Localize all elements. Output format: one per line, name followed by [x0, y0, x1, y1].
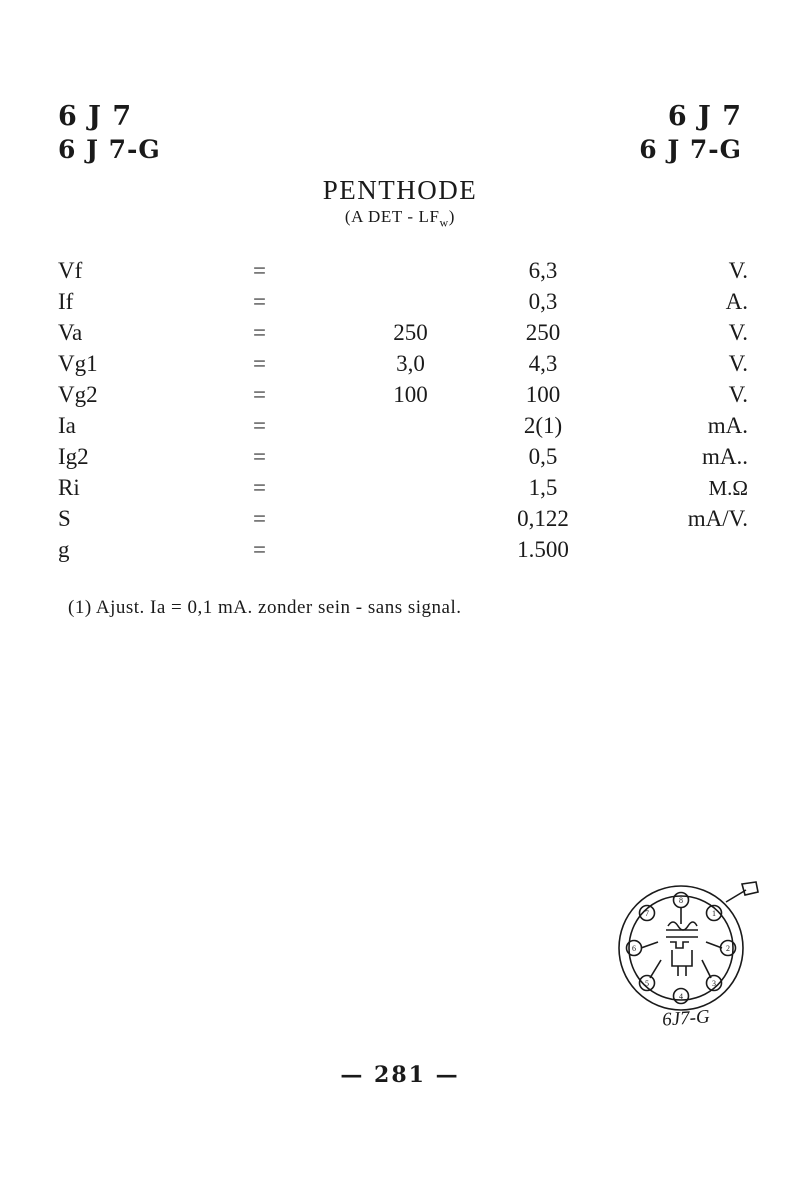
title-block	[0, 175, 800, 230]
param-unit: V.	[728, 258, 748, 283]
param-symbol: S	[58, 506, 71, 531]
header-left-type-main: 6 J 7	[58, 101, 133, 132]
svg-text:1: 1	[712, 909, 716, 918]
table-row	[58, 475, 748, 506]
param-value-2: 0,5	[528, 444, 558, 469]
table-row	[58, 320, 748, 351]
param-equals: =	[253, 475, 266, 500]
param-value-1	[348, 506, 473, 537]
param-value-1: 100	[393, 382, 428, 407]
header-right	[639, 100, 742, 166]
subtitle-subscript: w	[439, 215, 449, 230]
param-equals: =	[253, 444, 266, 469]
param-value-2: 0,3	[528, 289, 558, 314]
param-unit: M.Ω	[708, 476, 748, 500]
param-value-1	[348, 537, 473, 568]
param-unit: A.	[725, 289, 748, 314]
svg-text:2: 2	[726, 944, 730, 953]
param-value-2: 2(1)	[523, 413, 563, 438]
svg-text:8: 8	[679, 896, 683, 905]
param-value-1: 3,0	[396, 351, 425, 376]
param-symbol: If	[58, 289, 74, 314]
param-symbol: Ri	[58, 475, 80, 500]
subtitle-prefix: (A DET - LF	[344, 207, 440, 226]
table-row	[58, 444, 748, 475]
header-left	[58, 100, 161, 166]
param-equals: =	[253, 506, 266, 531]
svg-text:4: 4	[679, 992, 683, 1001]
param-value-1	[348, 258, 473, 289]
param-value-2: 0,122	[517, 506, 569, 531]
param-equals: =	[253, 351, 266, 376]
param-unit: V.	[728, 320, 748, 345]
socket-diagram	[606, 880, 766, 1050]
param-unit: mA..	[702, 444, 748, 469]
socket-diagram-label: 6J7-G	[661, 1006, 711, 1031]
table-row	[58, 289, 748, 320]
param-value-1	[348, 475, 473, 506]
header-left-type-variant: 6 J 7-G	[58, 135, 161, 164]
param-symbol: Ig2	[58, 444, 89, 469]
header-right-type-main: 6 J 7	[667, 101, 742, 132]
param-symbol: Va	[58, 320, 83, 345]
param-value-2: 250	[525, 320, 561, 345]
param-value-2: 1,5	[528, 475, 558, 500]
param-value-2: 6,3	[528, 258, 558, 283]
page-title: PENTHODE	[322, 175, 478, 205]
subtitle-suffix: )	[448, 207, 456, 226]
svg-text:5: 5	[645, 979, 649, 988]
param-equals: =	[253, 289, 266, 314]
page-subtitle	[0, 207, 800, 230]
page-number: — 281 —	[340, 1062, 460, 1088]
param-symbol: g	[58, 537, 70, 562]
param-unit: V.	[728, 351, 748, 376]
characteristics-table	[58, 258, 748, 568]
table-row	[58, 413, 748, 444]
param-symbol: Ia	[58, 413, 76, 438]
param-equals: =	[253, 258, 266, 283]
param-equals: =	[253, 537, 266, 562]
table-row	[58, 351, 748, 382]
svg-text:3: 3	[712, 979, 716, 988]
header-right-type-variant: 6 J 7-G	[639, 135, 742, 164]
param-value-2: 4,3	[528, 351, 558, 376]
param-unit: mA/V.	[687, 506, 748, 531]
param-value-1	[348, 413, 473, 444]
table-row	[58, 537, 748, 568]
param-equals: =	[253, 382, 266, 407]
table-row	[58, 506, 748, 537]
param-value-1	[348, 289, 473, 320]
param-unit: mA.	[707, 413, 748, 438]
svg-text:7: 7	[645, 909, 649, 918]
param-equals: =	[253, 320, 266, 345]
param-value-1: 250	[393, 320, 428, 345]
param-symbol: Vf	[58, 258, 83, 283]
footnote: (1) Ajust. Ia = 0,1 mA. zonder sein - sans signal.	[68, 597, 462, 618]
param-value-2: 100	[525, 382, 561, 407]
param-symbol: Vg1	[58, 351, 98, 376]
param-value-2: 1.500	[517, 537, 569, 562]
table-row	[58, 258, 748, 289]
param-value-1	[348, 444, 473, 475]
param-unit: V.	[728, 382, 748, 407]
param-equals: =	[253, 413, 266, 438]
characteristics-table-body	[58, 258, 748, 568]
socket-diagram-drawing	[606, 880, 766, 1015]
param-unit	[613, 537, 748, 568]
param-symbol: Vg2	[58, 382, 98, 407]
svg-text:6: 6	[632, 944, 636, 953]
table-row	[58, 382, 748, 413]
